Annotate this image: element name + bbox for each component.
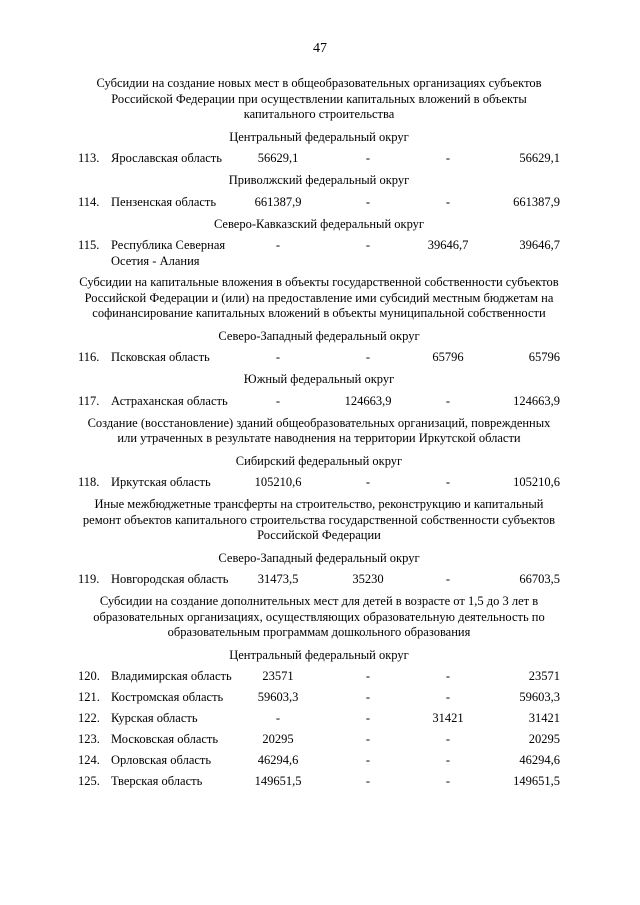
region-name: Ярославская область <box>111 151 222 165</box>
value-total: 66703,5 <box>519 572 560 586</box>
table-row <box>78 711 560 727</box>
value-1: 31473,5 <box>257 572 299 586</box>
value-1: - <box>275 238 281 252</box>
district-heading: Центральный федеральный округ <box>229 647 409 662</box>
region-name: Республика Северная Осетия - Алания <box>111 238 226 268</box>
value-1: 105210,6 <box>254 475 302 489</box>
region-name: Владимирская область <box>111 669 232 683</box>
value-total: 46294,6 <box>519 753 560 767</box>
table-row <box>78 475 560 491</box>
value-total: 23571 <box>528 669 560 683</box>
value-3: - <box>445 753 451 767</box>
table-row <box>78 732 560 748</box>
page-number: 47 <box>313 41 327 56</box>
value-2: - <box>365 753 371 767</box>
section-heading: Субсидии на создание новых мест в общеобразовательных организациях субъектов Российской Федерации при осуществлении капитальных вложений в объекты капитального строительства <box>96 76 542 121</box>
value-1: 59603,3 <box>257 690 299 704</box>
value-3: - <box>445 194 451 209</box>
row-number: 121. <box>78 690 100 704</box>
value-3: - <box>445 151 451 165</box>
district-heading: Сибирский федеральный округ <box>235 453 403 468</box>
table-row <box>78 151 560 167</box>
row-number: 124. <box>78 753 100 767</box>
page-content <box>78 76 560 795</box>
value-1: - <box>275 393 281 408</box>
district-heading: Северо-Западный федеральный округ <box>218 550 420 565</box>
value-1: - <box>275 711 281 725</box>
row-number: 125. <box>78 774 100 788</box>
value-3: - <box>445 690 451 704</box>
row-number: 116. <box>78 350 100 364</box>
row-number: 120. <box>78 669 100 683</box>
district-heading: Центральный федеральный округ <box>229 129 409 144</box>
region-name: Московская область <box>111 732 219 746</box>
region-name: Псковская область <box>111 350 210 364</box>
section-heading: Субсидии на создание дополнительных мест для детей в возрасте от 1,5 до 3 лет в образовательных организациях, осуществляющих образовательную деятельность по образовательным программам дошкольного образования <box>93 594 545 639</box>
row-number: 115. <box>78 238 100 252</box>
value-1: - <box>275 350 281 364</box>
section-heading: Иные межбюджетные трансферты на строительство, реконструкцию и капитальный ремонт объектов капитального строительства государственной собственности субъектов Российской Федерации <box>82 497 556 542</box>
table-row <box>78 753 560 769</box>
value-total: 56629,1 <box>519 151 560 165</box>
value-total: 31421 <box>528 711 560 725</box>
value-1: 149651,5 <box>254 774 302 788</box>
value-3: - <box>445 475 451 489</box>
value-total: 105210,6 <box>513 475 560 489</box>
value-1: 661387,9 <box>254 194 302 209</box>
value-2: - <box>365 690 371 704</box>
region-name: Астраханская область <box>111 393 228 408</box>
table-row <box>78 238 560 269</box>
value-2: - <box>365 238 371 252</box>
region-name: Тверская область <box>111 774 203 788</box>
value-3: 39646,7 <box>427 238 469 252</box>
district-heading: Северо-Кавказский федеральный округ <box>213 216 425 231</box>
value-total: 20295 <box>528 732 560 746</box>
table-row <box>78 690 560 706</box>
value-2: 124663,9 <box>344 393 392 408</box>
district-heading: Северо-Западный федеральный округ <box>218 328 420 343</box>
region-name: Иркутская область <box>111 475 211 489</box>
value-2: - <box>365 151 371 165</box>
table-row <box>78 669 560 685</box>
region-name: Курская область <box>111 711 198 725</box>
value-3: - <box>445 393 451 408</box>
value-1: 23571 <box>262 669 294 683</box>
value-3: - <box>445 732 451 746</box>
row-number: 123. <box>78 732 100 746</box>
value-2: - <box>365 475 371 489</box>
value-1: 46294,6 <box>257 753 299 767</box>
region-name: Новгородская область <box>111 572 229 586</box>
table-row <box>78 394 560 410</box>
table-row <box>78 350 560 366</box>
row-number: 114. <box>78 194 100 209</box>
table-row <box>78 572 560 588</box>
value-total: 149651,5 <box>513 774 560 788</box>
value-3: - <box>445 774 451 788</box>
value-3: 65796 <box>432 350 464 364</box>
section-heading: Субсидии на капитальные вложения в объекты государственной собственности субъектов Российской Федерации и (или) на предоставление ими субсидий местным бюджетам на софинансирование капитальных вложений в объекты муниципальной собственности <box>79 275 559 320</box>
value-2: - <box>365 350 371 364</box>
value-total: 65796 <box>528 350 560 364</box>
value-1: 56629,1 <box>257 151 299 165</box>
value-1: 20295 <box>262 732 294 746</box>
value-total: 39646,7 <box>519 238 560 252</box>
value-2: - <box>365 774 371 788</box>
value-total: 59603,3 <box>519 690 560 704</box>
row-number: 113. <box>78 151 100 165</box>
row-number: 118. <box>78 475 100 489</box>
value-2: - <box>365 711 371 725</box>
region-name: Костромская область <box>111 690 224 704</box>
table-row <box>78 774 560 790</box>
value-3: - <box>445 669 451 683</box>
region-name: Пензенская область <box>111 194 217 209</box>
district-heading: Приволжский федеральный округ <box>228 173 410 187</box>
row-number: 122. <box>78 711 100 725</box>
district-heading: Южный федеральный округ <box>243 372 395 386</box>
region-name: Орловская область <box>111 753 212 767</box>
row-number: 119. <box>78 572 100 586</box>
section-heading: Создание (восстановление) зданий общеобразовательных организаций, поврежденных или утраченных в результате наводнения на территории Иркутской области <box>87 415 551 445</box>
row-number: 117. <box>78 393 100 408</box>
value-2: - <box>365 194 371 209</box>
value-2: - <box>365 732 371 746</box>
value-3: 31421 <box>432 711 464 725</box>
table-row <box>78 195 560 211</box>
value-3: - <box>445 572 451 586</box>
value-2: 35230 <box>352 572 384 586</box>
value-total: 661387,9 <box>513 194 560 209</box>
value-2: - <box>365 669 371 683</box>
value-total: 124663,9 <box>513 393 560 408</box>
